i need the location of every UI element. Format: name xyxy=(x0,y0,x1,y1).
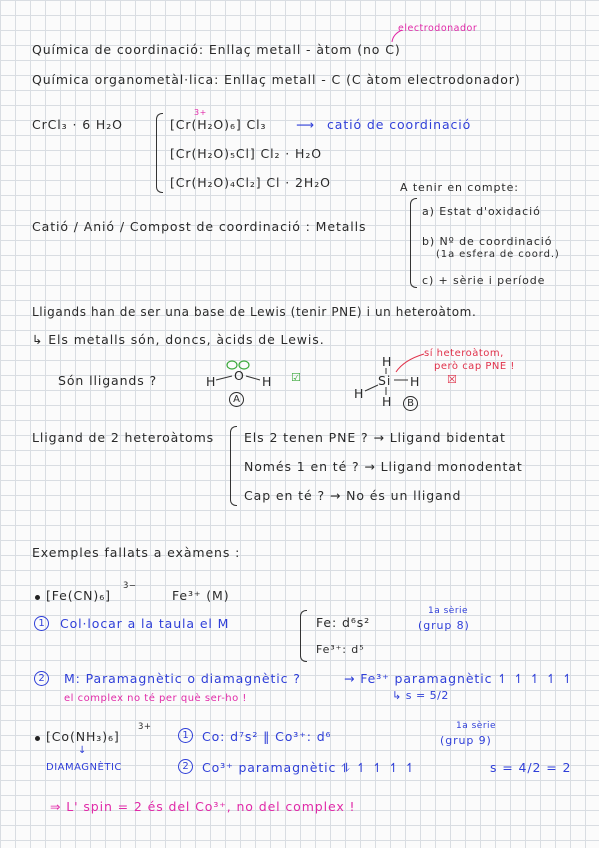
co-step2-badge: 2 xyxy=(178,759,193,774)
silane-atom-h-right: H xyxy=(410,374,421,389)
co-group: (grup 9) xyxy=(440,734,492,747)
silane-atom-h-left: H xyxy=(354,386,365,401)
lone-pair-right xyxy=(239,361,249,369)
metals-lewis-acids: ↳ Els metalls són, doncs, àcids de Lewis. xyxy=(32,332,325,347)
fe-metal: Fe³⁺ (M) xyxy=(172,588,230,603)
co-spin: s = 4/2 = 2 xyxy=(490,760,572,775)
silane-atom-si: Si xyxy=(378,373,392,388)
silane-atom-h-bottom: H xyxy=(382,394,393,409)
fe3-config: Fe³⁺: d⁵ xyxy=(316,643,365,656)
fe-step2-badge: 2 xyxy=(34,671,49,686)
classification-item-c: c) + sèrie i període xyxy=(422,274,546,287)
silane-label-b: B xyxy=(403,396,418,411)
fe-config: Fe: d⁶s² xyxy=(316,615,371,630)
water-bond-left xyxy=(216,376,232,380)
arrow-icon: ⟶ xyxy=(296,117,315,132)
water-atom-h2: H xyxy=(262,374,273,389)
fe-complex: [Fe(CN)₆] xyxy=(46,588,111,603)
silane-note-line1: sí heteroàtom, xyxy=(424,348,504,359)
water-label-a: A xyxy=(229,392,244,407)
co-step1-badge: 1 xyxy=(178,728,193,743)
electrodonador-annotation: electrodonador xyxy=(398,23,478,34)
crcl3-isomer-1: [Cr(H₂O)₆] Cl₃ xyxy=(170,117,267,132)
cross-box-icon: ☒ xyxy=(447,373,458,386)
coordination-chemistry-definition: Química de coordinació: Enllaç metall - àtom (no C) xyxy=(32,42,401,57)
fe-complex-note: el complex no té per què ser-ho ! xyxy=(64,693,247,704)
two-heteroatom-ligand-label: Lligand de 2 heteroàtoms xyxy=(32,430,215,445)
classification-label: Catió / Anió / Compost de coordinació : Metalls xyxy=(32,219,367,234)
ligand-question: Són lligands ? xyxy=(58,373,158,388)
fe-step2: M: Paramagnètic o diamagnètic ? xyxy=(64,671,301,686)
co-complex-charge: 3+ xyxy=(138,722,152,732)
water-atom-o: O xyxy=(234,368,245,383)
crcl3-formula: CrCl₃ · 6 H₂O xyxy=(32,117,123,132)
organometallic-chemistry-definition: Química organometàl·lica: Enllaç metall - C (C àtom electrodonador) xyxy=(32,72,521,87)
co-complex: [Co(NH₃)₆] xyxy=(46,729,120,744)
rule-monodentate: Només 1 en té ? → Lligand monodentat xyxy=(244,459,523,474)
down-arrow-icon: ↓ xyxy=(78,745,88,756)
co-diamagnetic-label: DIAMAGNÈTIC xyxy=(46,762,122,773)
rule-bidentate: Els 2 tenen PNE ? → Lligand bidentat xyxy=(244,430,506,445)
co-step1-config: Co: d⁷s² ‖ Co³⁺: d⁶ xyxy=(202,729,332,744)
pink-pointer xyxy=(345,678,362,680)
lewis-base-rule: Lligands han de ser una base de Lewis (tenir PNE) i un heteroàtom. xyxy=(32,305,477,319)
fe-step1: Col·locar a la taula el M xyxy=(60,616,230,631)
fe-spin: ↳ s = 5/2 xyxy=(392,689,449,702)
consider-header: A tenir en compte: xyxy=(400,181,519,194)
check-icon: ☑ xyxy=(291,371,302,384)
examples-title: Exemples fallats a exàmens : xyxy=(32,545,241,560)
crcl3-isomer-3: [Cr(H₂O)₄Cl₂] Cl · 2H₂O xyxy=(170,175,331,190)
co-step2: Co³⁺ paramagnètic ⥮ ↿ ↿ ↿ ↿ xyxy=(202,760,417,775)
crcl3-row1-charge: 3+ xyxy=(194,108,207,117)
co-series: 1a sèrie xyxy=(456,721,497,731)
crcl3-isomer-2: [Cr(H₂O)₅Cl] Cl₂ · H₂O xyxy=(170,146,322,161)
fe-paramagnetic-answer: → Fe³⁺ paramagnètic ↿ ↿ ↿ ↿ ↿ xyxy=(344,671,574,686)
water-atom-h1: H xyxy=(206,374,217,389)
silane-note-line2: però cap PNE ! xyxy=(434,361,515,372)
fe-series: 1a sèrie xyxy=(428,606,469,616)
silane-atom-h-top: H xyxy=(382,354,393,369)
classification-item-b-note: (1a esfera de coord.) xyxy=(436,249,560,260)
classification-item-a: a) Estat d'oxidació xyxy=(422,205,541,218)
classification-item-b: b) Nº de coordinació xyxy=(422,235,553,248)
co-conclusion: ⇒ L' spin = 2 és del Co³⁺, no del complex ! xyxy=(50,799,356,814)
silane-note-arrow xyxy=(396,354,424,372)
crcl3-row1-note: catió de coordinació xyxy=(327,117,472,132)
lone-pair-left xyxy=(227,361,237,369)
fe-group: (grup 8) xyxy=(418,619,470,632)
rule-not-ligand: Cap en té ? → No és un lligand xyxy=(244,488,462,503)
pointer-curve xyxy=(392,30,402,42)
silane-bond-left xyxy=(365,385,378,391)
fe-step1-badge: 1 xyxy=(34,616,49,631)
fe-complex-charge: 3− xyxy=(123,581,137,591)
water-bond-right xyxy=(246,376,260,380)
